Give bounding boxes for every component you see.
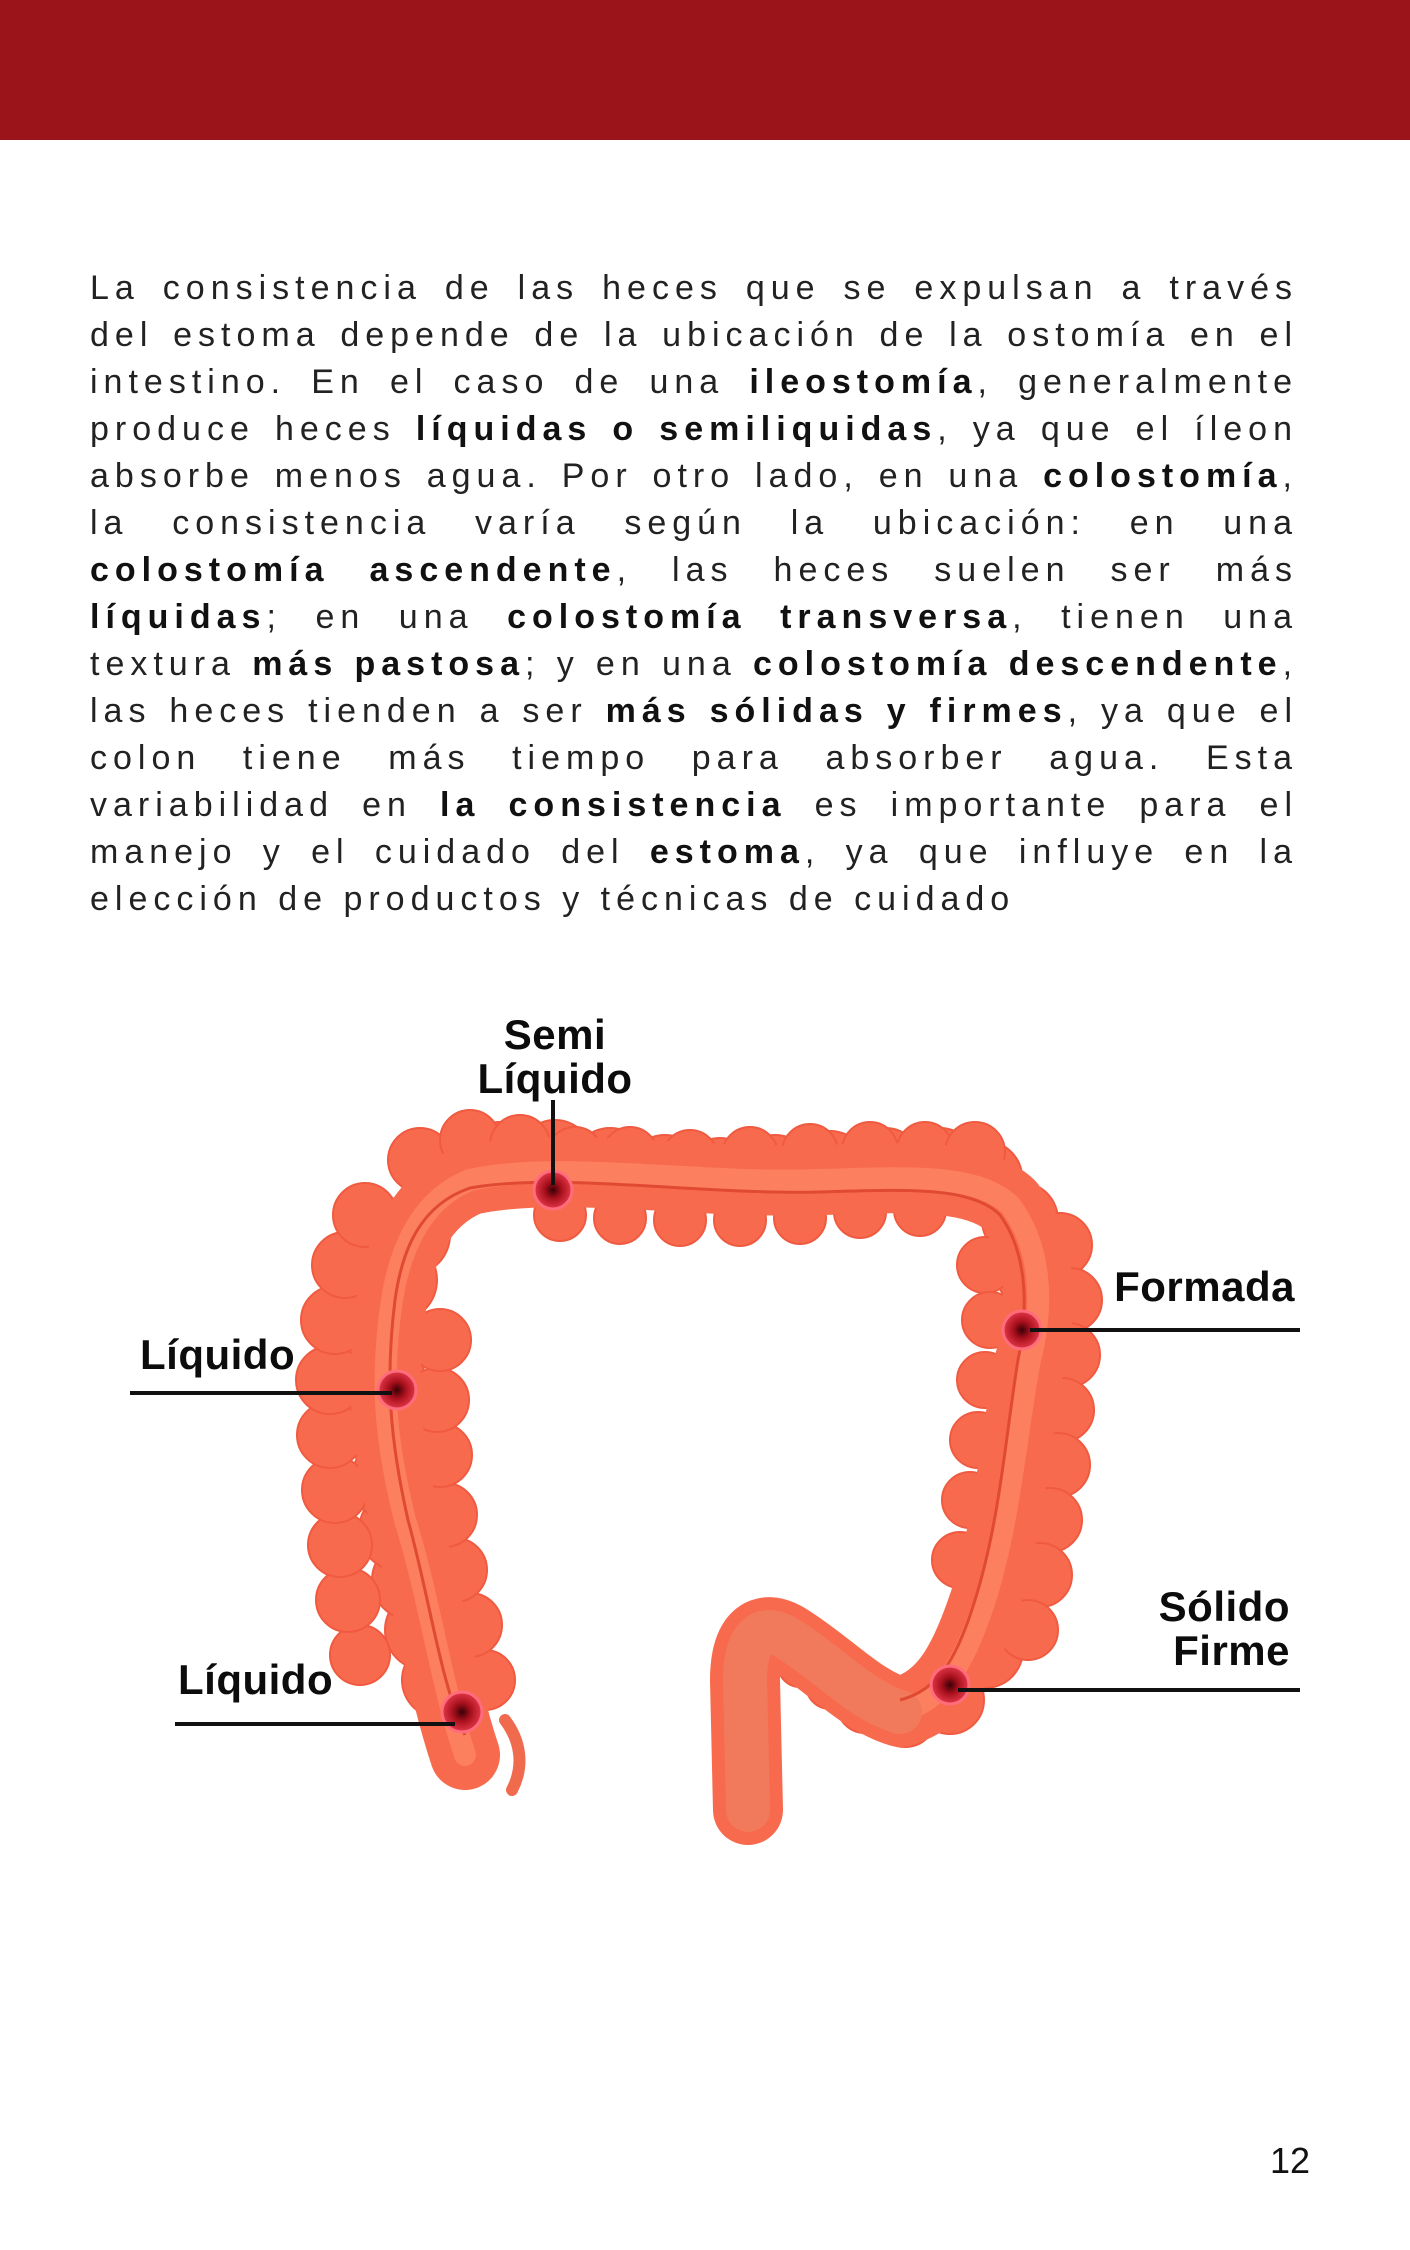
haustra-bump (330, 1625, 390, 1685)
label-semi-line1: Semi (503, 1011, 607, 1058)
body-text-segment: La consistencia de las heces que se expulsan a través del estoma depende de la ubicación de la ostomía en el intestino. En el caso de una (90, 269, 1298, 401)
body-text-segment: , la consistencia varía según la ubicación: en una (90, 457, 1298, 542)
body-text-segment: ; y en una (525, 645, 753, 683)
body-bold-segment: la consistencia (440, 786, 787, 824)
label-semi-line2: Líquido (477, 1055, 633, 1102)
body-text-segment: , las heces suelen ser más (616, 551, 1298, 589)
body-paragraph (90, 265, 1298, 923)
label-liquido-cecum: Líquido (178, 1656, 334, 1703)
body-text-segment: , ya que el íleon absorbe menos agua. Por otro lado, en una (90, 410, 1298, 495)
label-liquido-ascending: Líquido (140, 1331, 296, 1378)
body-text-segment: ; en una (266, 598, 508, 636)
body-bold-segment: colostomía (1043, 457, 1283, 495)
body-bold-segment: colostomía ascendente (90, 551, 617, 589)
body-text-segment: , ya que influye en la elección de productos y técnicas de cuidado (90, 833, 1298, 918)
body-text-segment: es importante para el manejo y el cuidado del (90, 786, 1299, 871)
stoma-ascending (378, 1371, 416, 1409)
body-text-segment: , las heces tienden a ser (90, 645, 1299, 730)
label-solido-line1: Sólido (1158, 1583, 1290, 1630)
page-number: 12 (1269, 2140, 1310, 2181)
label-semi-liquido (450, 1013, 660, 1101)
body-bold-segment: líquidas (90, 598, 267, 636)
body-bold-segment: estoma (649, 833, 805, 871)
body-bold-segment: líquidas o semiliquidas (415, 410, 938, 448)
body-bold-segment: ileostomía (749, 363, 978, 401)
header-bar (0, 0, 1410, 140)
body-bold-segment: más pastosa (252, 645, 525, 683)
label-formada: Formada (1114, 1263, 1295, 1310)
colon-diagram (0, 990, 1410, 1850)
body-bold-segment: colostomía descendente (752, 645, 1283, 683)
body-text-segment: , tienen una textura (90, 598, 1298, 683)
body-text-segment: , ya que el colon tiene más tiempo para absorber agua. Esta variabilidad en (90, 692, 1299, 824)
stoma-sigmoid (931, 1666, 969, 1704)
haustra-bump (316, 1568, 380, 1632)
body-bold-segment: más sólidas y firmes (605, 692, 1068, 730)
body-text-segment: , generalmente produce heces (90, 363, 1299, 448)
body-bold-segment: colostomía transversa (507, 598, 1013, 636)
colon-tube (386, 1172, 1039, 1810)
label-solido-firme (1090, 1585, 1290, 1673)
label-solido-line2: Firme (1173, 1627, 1290, 1674)
